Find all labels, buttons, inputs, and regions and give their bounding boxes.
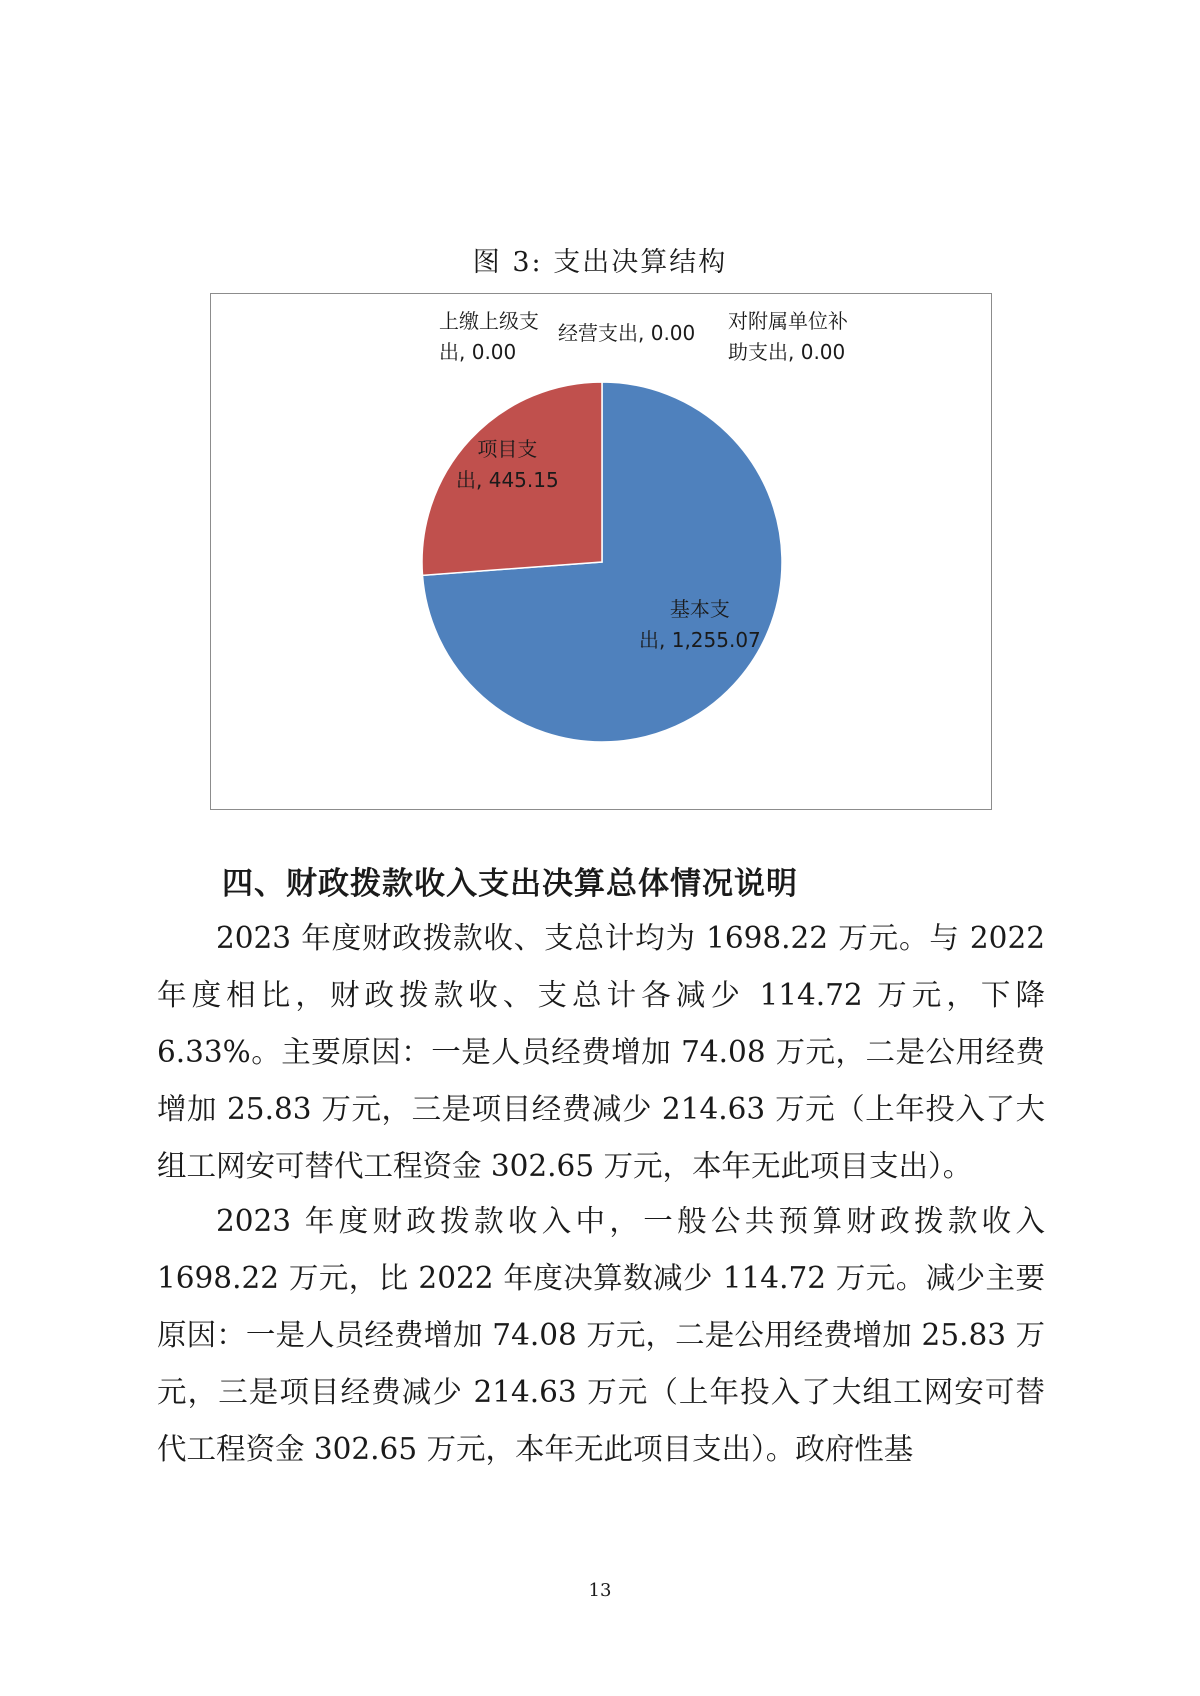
slice-label-upper-level-expenditure: [439, 306, 539, 368]
section-heading: 四、财政拨款收入支出决算总体情况说明: [222, 866, 798, 902]
slice-label-line: 基本支: [669, 597, 730, 621]
slice-label-line: 项目支: [477, 437, 538, 461]
slice-label-line: 助支出, 0.00: [728, 340, 846, 364]
body-paragraph: 2023 年度财政拨款收、支总计均为 1698.22 万元。与 2022 年度相比，财政拨款收、支总计各减少 114.72 万元，下降 6.33%。主要原因：一是人员经费增加 74.08 万元，二是公用经费增加 25.83 万元，三是项目经费减少 214.63 万元（上年投入了大组工网安可替代工程资金 302.65 万元，本年无此项目支出）。: [157, 921, 1045, 1183]
slice-label-line: 对附属单位补: [728, 309, 848, 333]
slice-label-subsidiary-subsidy: [728, 306, 848, 368]
body-paragraph: 2023 年度财政拨款收入中，一般公共预算财政拨款收入 1698.22 万元，比 2022 年度决算数减少 114.72 万元。减少主要原因：一是人员经费增加 74.08 万元，二是公用经费增加 25.83 万元，三是项目经费减少 214.63 万元（上年投入了大组工网安可替代工程资金 302.65 万元，本年无此项目支出）。政府性基: [157, 1204, 1045, 1466]
slice-label-operating-expenditure: [558, 318, 695, 349]
page-number: 13: [588, 1580, 612, 1601]
pie-chart: [210, 293, 992, 810]
slice-label-line: 上缴上级支: [439, 309, 539, 333]
pie-chart-canvas: [211, 294, 993, 811]
slice-label-line: 出, 1,255.07: [639, 628, 761, 652]
slice-label-basic-expenditure: [639, 594, 761, 656]
figure-caption: 图 3: 支出决算结构: [472, 247, 728, 278]
slice-label-line: 经营支出, 0.00: [558, 321, 696, 345]
slice-label-line: 出, 445.15: [456, 468, 559, 492]
slice-label-line: 出, 0.00: [439, 340, 517, 364]
slice-label-project-expenditure: [456, 434, 559, 496]
